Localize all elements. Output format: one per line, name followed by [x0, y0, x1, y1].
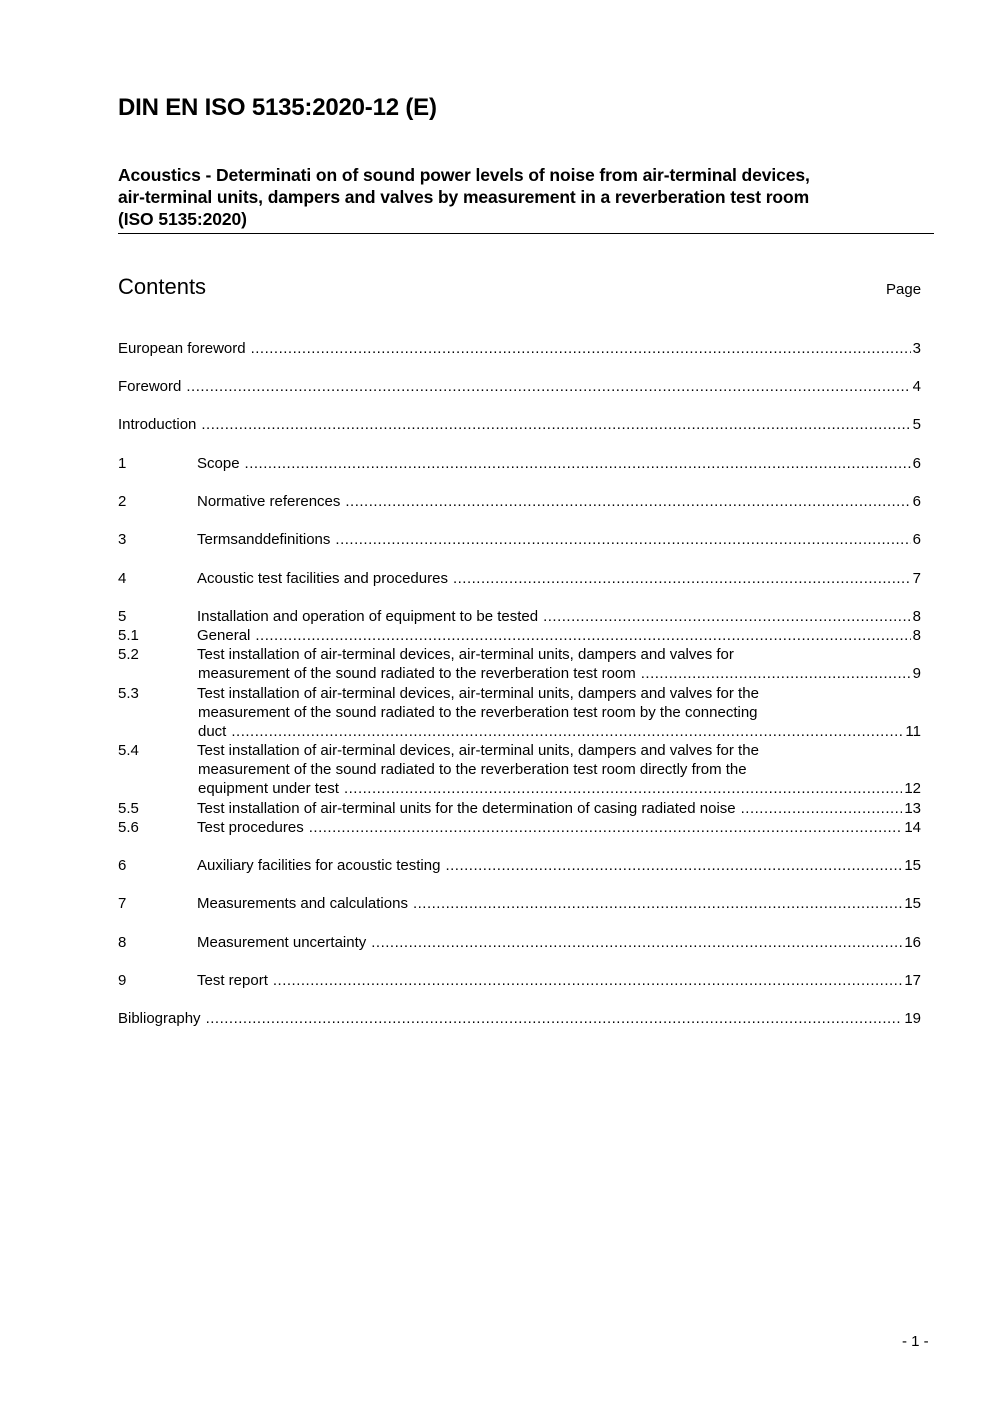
- toc-entry[interactable]: [118, 645, 921, 683]
- toc-entry[interactable]: [118, 607, 921, 626]
- toc-entry-page: 3: [912, 340, 921, 357]
- toc-dot-leader: [445, 856, 902, 875]
- toc-entry-title-line: measurement of the sound radiated to the reverberation test room: [198, 665, 636, 682]
- toc-entry-number: 5.3: [118, 685, 139, 702]
- toc-entry[interactable]: [118, 454, 921, 473]
- footer-page-number: - 1 -: [902, 1333, 929, 1350]
- toc-entry-title-line: Foreword: [118, 378, 182, 395]
- toc-entry-page: 9: [912, 665, 921, 682]
- toc-entry-page: 19: [904, 1010, 921, 1027]
- toc-entry-page: 11: [905, 723, 921, 740]
- toc-entry-title-line: Test installation of air-terminal devices, air-terminal units, dampers and valves for the: [197, 742, 759, 759]
- toc-dot-leader: [309, 818, 903, 837]
- toc-dot-leader: [206, 1009, 903, 1028]
- toc-dot-leader: [344, 779, 902, 798]
- toc-entry[interactable]: [118, 684, 921, 741]
- document-title-line: (ISO 5135:2020): [118, 209, 247, 229]
- toc-entry[interactable]: [118, 933, 921, 952]
- toc-entry-page: 17: [904, 972, 921, 989]
- toc-dot-leader: [345, 492, 910, 511]
- toc-entry-number: 9: [118, 972, 127, 989]
- toc-entry[interactable]: [118, 339, 921, 358]
- toc-entry[interactable]: [118, 415, 921, 434]
- toc-entry-number: 5.1: [118, 627, 139, 644]
- toc-entry-number: 5.6: [118, 819, 139, 836]
- toc-entry-page: 12: [904, 780, 921, 797]
- toc-dot-leader: [273, 971, 902, 990]
- toc-entry-page: 7: [912, 570, 921, 587]
- toc-entry-title-line: measurement of the sound radiated to the reverberation test room by the connecting: [198, 704, 758, 721]
- toc-dot-leader: [741, 799, 903, 818]
- toc-entry-page: 6: [912, 531, 921, 548]
- toc-entry[interactable]: [118, 1009, 921, 1028]
- toc-entry[interactable]: [118, 741, 921, 798]
- toc-entry-page: 8: [912, 608, 921, 625]
- toc-entry-number: 6: [118, 857, 127, 874]
- toc-entry-number: 4: [118, 570, 127, 587]
- toc-entry-page: 15: [904, 857, 921, 874]
- page-column-heading: Page: [886, 281, 922, 298]
- toc-dot-leader: [251, 339, 911, 358]
- document-id: DIN EN ISO 5135:2020-12 (E): [118, 94, 437, 121]
- document-title-line: Acoustics - Determinati on of sound power levels of noise from air-terminal devices,: [118, 165, 810, 185]
- toc-entry[interactable]: [118, 626, 921, 645]
- toc-entry-title-line: measurement of the sound radiated to the reverberation test room directly from the: [198, 761, 747, 778]
- toc-entry[interactable]: [118, 856, 921, 875]
- toc-entry-title-line: Test installation of air-terminal devices, air-terminal units, dampers and valves for: [197, 646, 734, 663]
- toc-entry-number: 3: [118, 531, 127, 548]
- toc-dot-leader: [186, 377, 910, 396]
- toc-dot-leader: [413, 894, 902, 913]
- toc-entry-title-line: Test procedures: [197, 819, 304, 836]
- toc-entry[interactable]: [118, 894, 921, 913]
- toc-entry[interactable]: [118, 799, 921, 818]
- toc-entry-number: 7: [118, 895, 127, 912]
- toc-entry-title-line: Test installation of air-terminal devices, air-terminal units, dampers and valves for the: [197, 685, 759, 702]
- toc-dot-leader: [201, 415, 910, 434]
- toc-dot-leader: [255, 626, 910, 645]
- toc-entry-number: 5.2: [118, 646, 139, 663]
- toc-entry-title-line: Test installation of air-terminal units for the determination of casing radiated noise: [197, 800, 736, 817]
- toc-entry-title-line: Scope: [197, 455, 240, 472]
- toc-dot-leader: [245, 454, 911, 473]
- toc-entry-title-line: General: [197, 627, 251, 644]
- toc-entry-title-line: Bibliography: [118, 1010, 201, 1027]
- toc-entry-page: 6: [912, 455, 921, 472]
- toc-entry-page: 15: [904, 895, 921, 912]
- toc-entry-number: 1: [118, 455, 127, 472]
- toc-dot-leader: [335, 530, 910, 549]
- toc-entry-number: 2: [118, 493, 127, 510]
- document-title-line: air-terminal units, dampers and valves by measurement in a reverberation test room: [118, 187, 810, 207]
- toc-entry-page: 5: [912, 416, 921, 433]
- toc-entry-number: 8: [118, 934, 127, 951]
- toc-entry-title-line: European foreword: [118, 340, 246, 357]
- toc-entry-page: 4: [912, 378, 921, 395]
- toc-dot-leader: [543, 607, 911, 626]
- toc-entry-title-line: Test report: [197, 972, 268, 989]
- toc-entry[interactable]: [118, 569, 921, 588]
- toc-entry-title-line: Installation and operation of equipment to be tested: [197, 608, 539, 625]
- toc-entry-title-line: duct: [198, 723, 227, 740]
- toc-entry-number: 5.5: [118, 800, 139, 817]
- toc-entry[interactable]: [118, 818, 921, 837]
- toc-entry[interactable]: [118, 492, 921, 511]
- toc-entry-title-line: Acoustic test facilities and procedures: [197, 570, 448, 587]
- toc-entry-number: 5: [118, 608, 127, 625]
- toc-dot-leader: [641, 664, 911, 683]
- toc-entry-title-line: Measurements and calculations: [197, 895, 408, 912]
- toc-dot-leader: [371, 933, 902, 952]
- toc-dot-leader: [453, 569, 911, 588]
- toc-entry[interactable]: [118, 971, 921, 990]
- toc-entry-page: 8: [912, 627, 921, 644]
- toc-entry-title-line: Auxiliary facilities for acoustic testing: [197, 857, 441, 874]
- contents-heading: Contents: [118, 274, 207, 299]
- toc-entry-title-line: equipment under test: [198, 780, 339, 797]
- toc-entry-title-line: Normative references: [197, 493, 341, 510]
- toc-entry[interactable]: [118, 377, 921, 396]
- toc-entry-title-line: Termsanddefinitions: [197, 531, 331, 548]
- toc-entry-page: 13: [904, 800, 921, 817]
- toc-entry-page: 16: [904, 934, 921, 951]
- toc-entry[interactable]: [118, 530, 921, 549]
- toc-entry-page: 14: [904, 819, 921, 836]
- toc-entry-title-line: Introduction: [118, 416, 197, 433]
- toc-entry-number: 5.4: [118, 742, 139, 759]
- toc-entry-title-line: Measurement uncertainty: [197, 934, 367, 951]
- toc-entry-page: 6: [912, 493, 921, 510]
- toc-dot-leader: [231, 722, 903, 741]
